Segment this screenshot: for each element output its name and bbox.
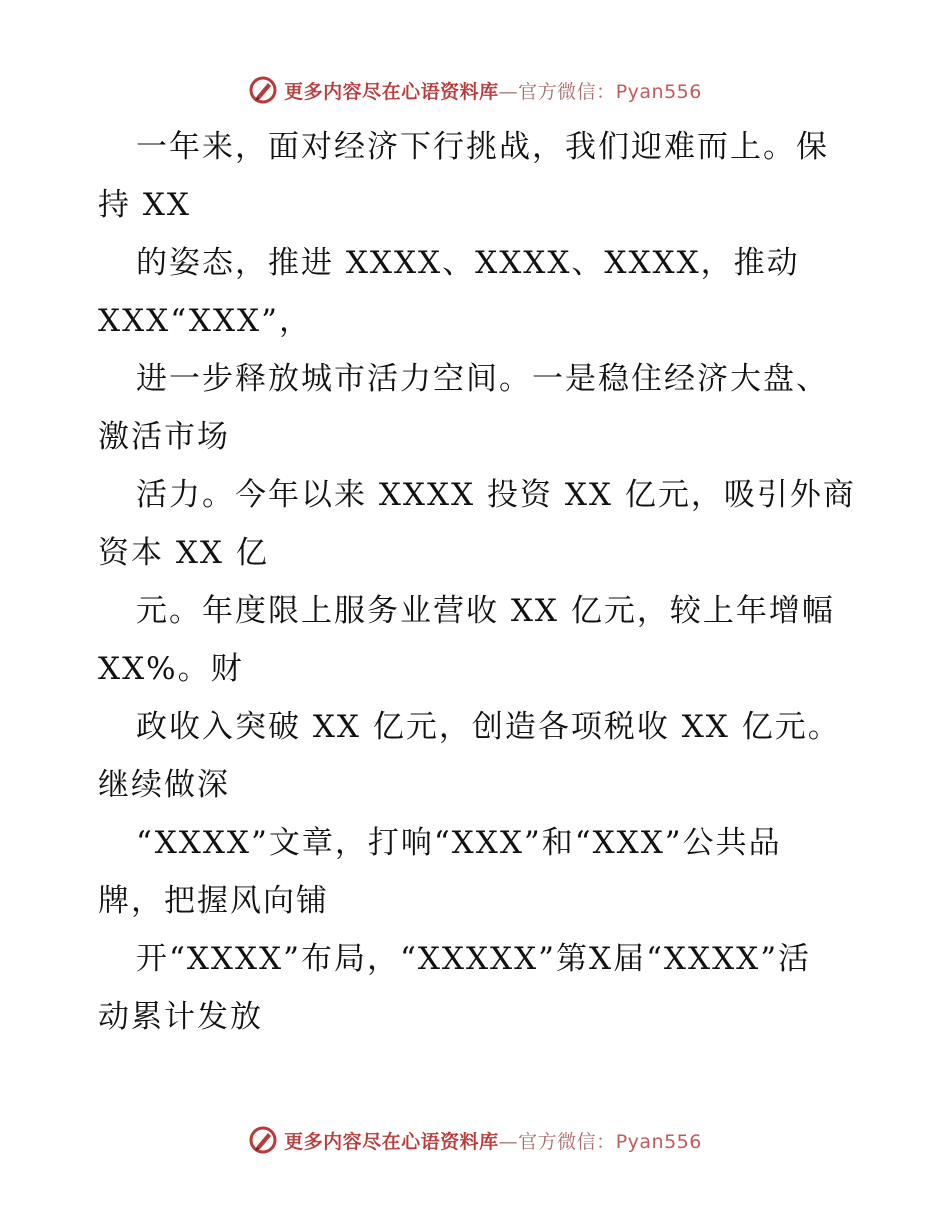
watermark-separator: — <box>498 1130 519 1153</box>
header-watermark <box>0 70 950 110</box>
body-line: 开“XXXX”布局，“XXXXX”第X届“XXXX”活 <box>136 941 812 977</box>
body-line: 持 XX <box>98 187 191 223</box>
watermark-id: Pyan556 <box>615 80 702 103</box>
body-line: 继续做深 <box>98 767 230 803</box>
body-line: 政收入突破 XX 亿元，创造各项税收 XX 亿元。 <box>136 709 841 745</box>
body-line: 元。年度限上服务业营收 XX 亿元，较上年增幅 <box>136 593 835 629</box>
body-line: 的姿态，推进 XXXX、XXXX、XXXX，推动 <box>136 245 800 281</box>
body-line: “XXXX”文章，打响“XXX”和“XXX”公共品 <box>136 825 782 861</box>
watermark-id: Pyan556 <box>615 1130 702 1153</box>
body-line: 一年来，面对经济下行挑战，我们迎难而上。保 <box>136 129 829 165</box>
watermark-separator: — <box>498 80 519 103</box>
body-line: 牌，把握风向铺 <box>98 883 329 919</box>
body-line: 资本 XX 亿 <box>98 535 269 571</box>
body-line: 活力。今年以来 XXXX 投资 XX 亿元，吸引外商 <box>136 477 856 513</box>
watermark-site: 更多内容尽在心语资料库 <box>284 1130 499 1153</box>
document-body <box>98 118 878 1046</box>
pen-logo-icon <box>248 75 278 105</box>
footer-watermark <box>0 1120 950 1160</box>
watermark-site: 更多内容尽在心语资料库 <box>284 80 499 103</box>
body-line: 进一步释放城市活力空间。一是稳住经济大盘、 <box>136 361 829 397</box>
watermark-label: 官方微信： <box>518 1130 616 1153</box>
watermark-label: 官方微信： <box>518 80 616 103</box>
pen-logo-icon <box>248 1125 278 1155</box>
body-line: 动累计发放 <box>98 999 263 1035</box>
body-line: XX%。财 <box>98 651 244 687</box>
body-line: 激活市场 <box>98 419 230 455</box>
body-line: XXX“XXX”， <box>98 303 312 339</box>
